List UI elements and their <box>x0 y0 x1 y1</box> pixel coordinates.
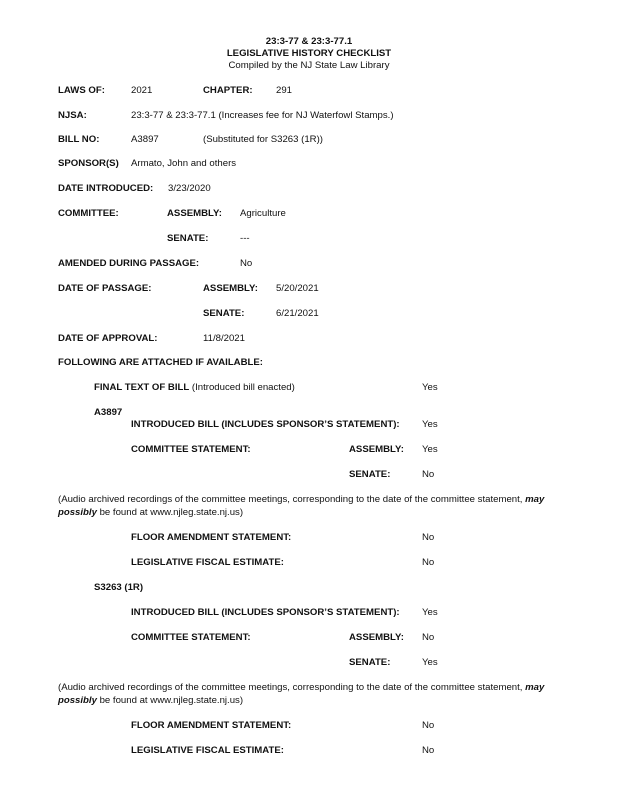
date-of-passage-label: DATE OF PASSAGE: <box>58 283 152 294</box>
audio-note-link-text: be found at www.njleg.state.nj.us) <box>96 506 244 518</box>
passage-senate-label: SENATE: <box>203 308 245 319</box>
audio-note-emphasis: may possibly <box>58 494 545 518</box>
final-text-value: Yes <box>422 382 438 393</box>
amended-label: AMENDED DURING PASSAGE: <box>58 258 200 269</box>
bill-no-label: BILL NO: <box>58 134 100 145</box>
a3897-fiscal-value: No <box>422 557 435 568</box>
s3263-fiscal-value: No <box>422 745 435 756</box>
header-citation: 23:3-77 & 23:3-77.1 <box>265 36 353 47</box>
date-introduced-value: 3/23/2020 <box>168 183 211 194</box>
s3263-senate-label: SENATE: <box>349 657 391 668</box>
sponsors-value: Armato, John and others <box>131 158 237 169</box>
s3263-committee-label: COMMITTEE STATEMENT: <box>131 632 251 643</box>
audio-note <box>58 494 578 519</box>
s3263-floor-label: FLOOR AMENDMENT STATEMENT: <box>131 720 292 731</box>
final-text-label: FINAL TEXT OF BILL <box>94 382 190 393</box>
s3263-introduced-label: INTRODUCED BILL (INCLUDES SPONSOR’S STATEMENT): <box>131 607 400 618</box>
committee-label: COMMITTEE: <box>58 208 119 219</box>
chapter-value: 291 <box>276 85 293 96</box>
laws-of-label: LAWS OF: <box>58 85 105 96</box>
passage-assembly-label: ASSEMBLY: <box>203 283 258 294</box>
a3897-title: A3897 <box>94 407 123 418</box>
audio-note <box>58 682 578 707</box>
audio-note-text: (Audio archived recordings of the committee meetings, corresponding to the date of the committee statement, <box>58 682 526 693</box>
date-of-approval-label: DATE OF APPROVAL: <box>58 333 158 344</box>
s3263-fiscal-label: LEGISLATIVE FISCAL ESTIMATE: <box>131 745 284 756</box>
audio-note-link-text: be found at www.njleg.state.nj.us) <box>96 694 244 706</box>
a3897-introduced-value: Yes <box>422 419 438 430</box>
audio-note-emphasis: may possibly <box>58 682 545 706</box>
chapter-label: CHAPTER: <box>203 85 253 96</box>
amended-value: No <box>240 258 253 269</box>
a3897-senate-label: SENATE: <box>349 469 391 480</box>
s3263-introduced-value: Yes <box>422 607 438 618</box>
a3897-floor-value: No <box>422 532 435 543</box>
attached-heading: FOLLOWING ARE ATTACHED IF AVAILABLE: <box>58 357 263 368</box>
s3263-assembly-value: No <box>422 632 435 643</box>
a3897-assembly-label: ASSEMBLY: <box>349 444 404 455</box>
a3897-introduced-label: INTRODUCED BILL (INCLUDES SPONSOR’S STATEMENT): <box>131 419 400 430</box>
a3897-fiscal-label: LEGISLATIVE FISCAL ESTIMATE: <box>131 557 284 568</box>
a3897-senate-value: No <box>422 469 435 480</box>
committee-senate-value: --- <box>240 233 250 244</box>
header-title: LEGISLATIVE HISTORY CHECKLIST <box>226 48 392 59</box>
njsa-label: NJSA: <box>58 110 87 121</box>
laws-of-value: 2021 <box>131 85 153 96</box>
a3897-committee-label: COMMITTEE STATEMENT: <box>131 444 251 455</box>
final-text-note: (Introduced bill enacted) <box>191 382 295 393</box>
bill-no-note: (Substituted for S3263 (1R)) <box>203 134 323 145</box>
committee-assembly-value: Agriculture <box>240 208 286 219</box>
passage-senate-value: 6/21/2021 <box>276 308 319 319</box>
committee-assembly-label: ASSEMBLY: <box>167 208 222 219</box>
passage-assembly-value: 5/20/2021 <box>276 283 319 294</box>
s3263-assembly-label: ASSEMBLY: <box>349 632 404 643</box>
date-of-approval-value: 11/8/2021 <box>203 333 245 344</box>
s3263-floor-value: No <box>422 720 435 731</box>
s3263-senate-value: Yes <box>422 657 438 668</box>
header-compiler: Compiled by the NJ State Law Library <box>228 60 390 71</box>
audio-note-text: (Audio archived recordings of the committee meetings, corresponding to the date of the committee statement, <box>58 494 526 505</box>
date-introduced-label: DATE INTRODUCED: <box>58 183 154 194</box>
a3897-assembly-value: Yes <box>422 444 438 455</box>
njsa-value: 23:3-77 & 23:3-77.1 (Increases fee for NJ Waterfowl Stamps.) <box>131 110 394 121</box>
final-text-row <box>94 382 295 393</box>
committee-senate-label: SENATE: <box>167 233 209 244</box>
s3263-title: S3263 (1R) <box>94 582 144 593</box>
bill-no-value: A3897 <box>131 134 159 145</box>
sponsors-label: SPONSOR(S) <box>58 158 119 169</box>
a3897-floor-label: FLOOR AMENDMENT STATEMENT: <box>131 532 292 543</box>
